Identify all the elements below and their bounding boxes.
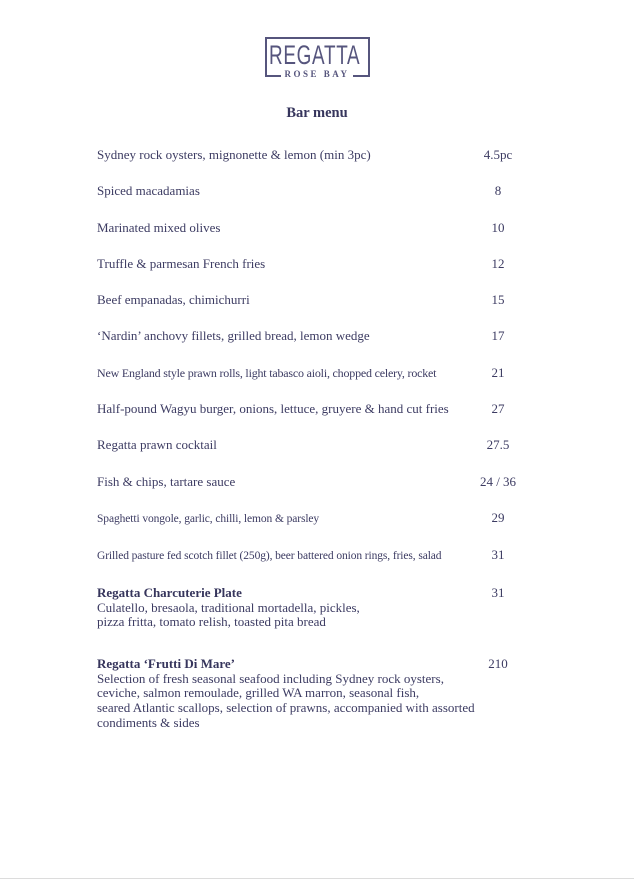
regatta-logo — [0, 0, 634, 77]
menu-item-price: 10 — [491, 219, 505, 235]
page-bottom-edge — [0, 878, 634, 879]
page-title: Bar menu — [286, 105, 348, 121]
menu-item-name: Half-pound Wagyu burger, onions, lettuce, gruyere & hand cut fries — [97, 401, 449, 417]
menu-section-frutti-di-mare — [97, 656, 523, 730]
menu-item-name: Sydney rock oysters, mignonette & lemon (min 3pc) — [97, 147, 371, 162]
logo-box — [265, 37, 370, 77]
menu-item-name: Regatta prawn cocktail — [97, 437, 217, 453]
menu-item-price: 12 — [491, 255, 505, 271]
menu-item-price: 31 — [491, 547, 505, 563]
menu-item-price: 27.5 — [486, 437, 510, 453]
menu-item-name: ‘Nardin’ anchovy fillets, grilled bread, lemon wedge — [97, 328, 370, 344]
menu-item-row — [97, 256, 523, 272]
menu-item-row — [97, 292, 523, 308]
menu-item-name: Beef empanadas, chimichurri — [97, 292, 250, 308]
menu-item-price: 21 — [491, 364, 505, 380]
menu-item-name: Spiced macadamias — [97, 183, 200, 199]
menu-item-price: 4.5pc — [483, 147, 513, 162]
section-desc-line: seared Atlantic scallops, selection of prawns, accompanied with assorted — [97, 699, 475, 715]
section-price: 31 — [491, 584, 505, 600]
menu-item-row — [97, 183, 523, 199]
menu-item-name: Fish & chips, tartare sauce — [97, 473, 236, 489]
menu-list — [97, 147, 523, 730]
logo-subtitle: ROSE BAY — [281, 69, 354, 79]
section-head — [97, 656, 523, 672]
menu-item-name: New England style prawn rolls, light tabasco aioli, chopped celery, rocket — [97, 365, 437, 380]
menu-item-row — [97, 220, 523, 236]
menu-item-row — [97, 510, 523, 527]
section-title: Regatta ‘Frutti Di Mare’ — [97, 655, 236, 671]
menu-item-price: 8 — [494, 183, 502, 199]
section-desc-line: pizza fritta, tomato relish, toasted pita bread — [97, 614, 326, 630]
menu-item-name: Spaghetti vongole, garlic, chilli, lemon & parsley — [97, 512, 320, 525]
menu-item-name: Grilled pasture fed scotch fillet (250g), beer battered onion rings, fries, salad — [97, 550, 442, 563]
menu-item-row — [97, 474, 523, 490]
menu-item-price: 15 — [491, 292, 505, 308]
logo-subtitle-line — [265, 64, 370, 82]
menu-section-charcuterie — [97, 585, 523, 630]
menu-item-price: 17 — [491, 328, 505, 344]
logo-wordmark: REGATTA — [268, 39, 360, 70]
menu-item-price: 24 / 36 — [479, 473, 517, 489]
menu-item-row — [97, 401, 523, 417]
menu-item-row — [97, 547, 523, 564]
menu-item-name: Marinated mixed olives — [97, 219, 221, 235]
menu-item-row — [97, 147, 523, 163]
section-desc-line: condiments & sides — [97, 714, 200, 730]
section-title: Regatta Charcuterie Plate — [97, 584, 242, 600]
menu-item-price: 29 — [491, 509, 505, 525]
menu-item-row — [97, 328, 523, 344]
menu-item-name: Truffle & parmesan French fries — [97, 255, 266, 271]
section-price: 210 — [488, 655, 508, 671]
section-desc-line: Culatello, bresaola, traditional mortadella, pickles, — [97, 599, 360, 615]
menu-item-row — [97, 437, 523, 453]
section-head — [97, 585, 523, 601]
section-desc-line: Selection of fresh seasonal seafood including Sydney rock oysters, — [97, 670, 444, 686]
section-desc-line: ceviche, salmon remoulade, grilled WA marron, seasonal fish, — [97, 685, 420, 701]
menu-item-price: 27 — [491, 401, 505, 417]
menu-item-row — [97, 365, 523, 381]
